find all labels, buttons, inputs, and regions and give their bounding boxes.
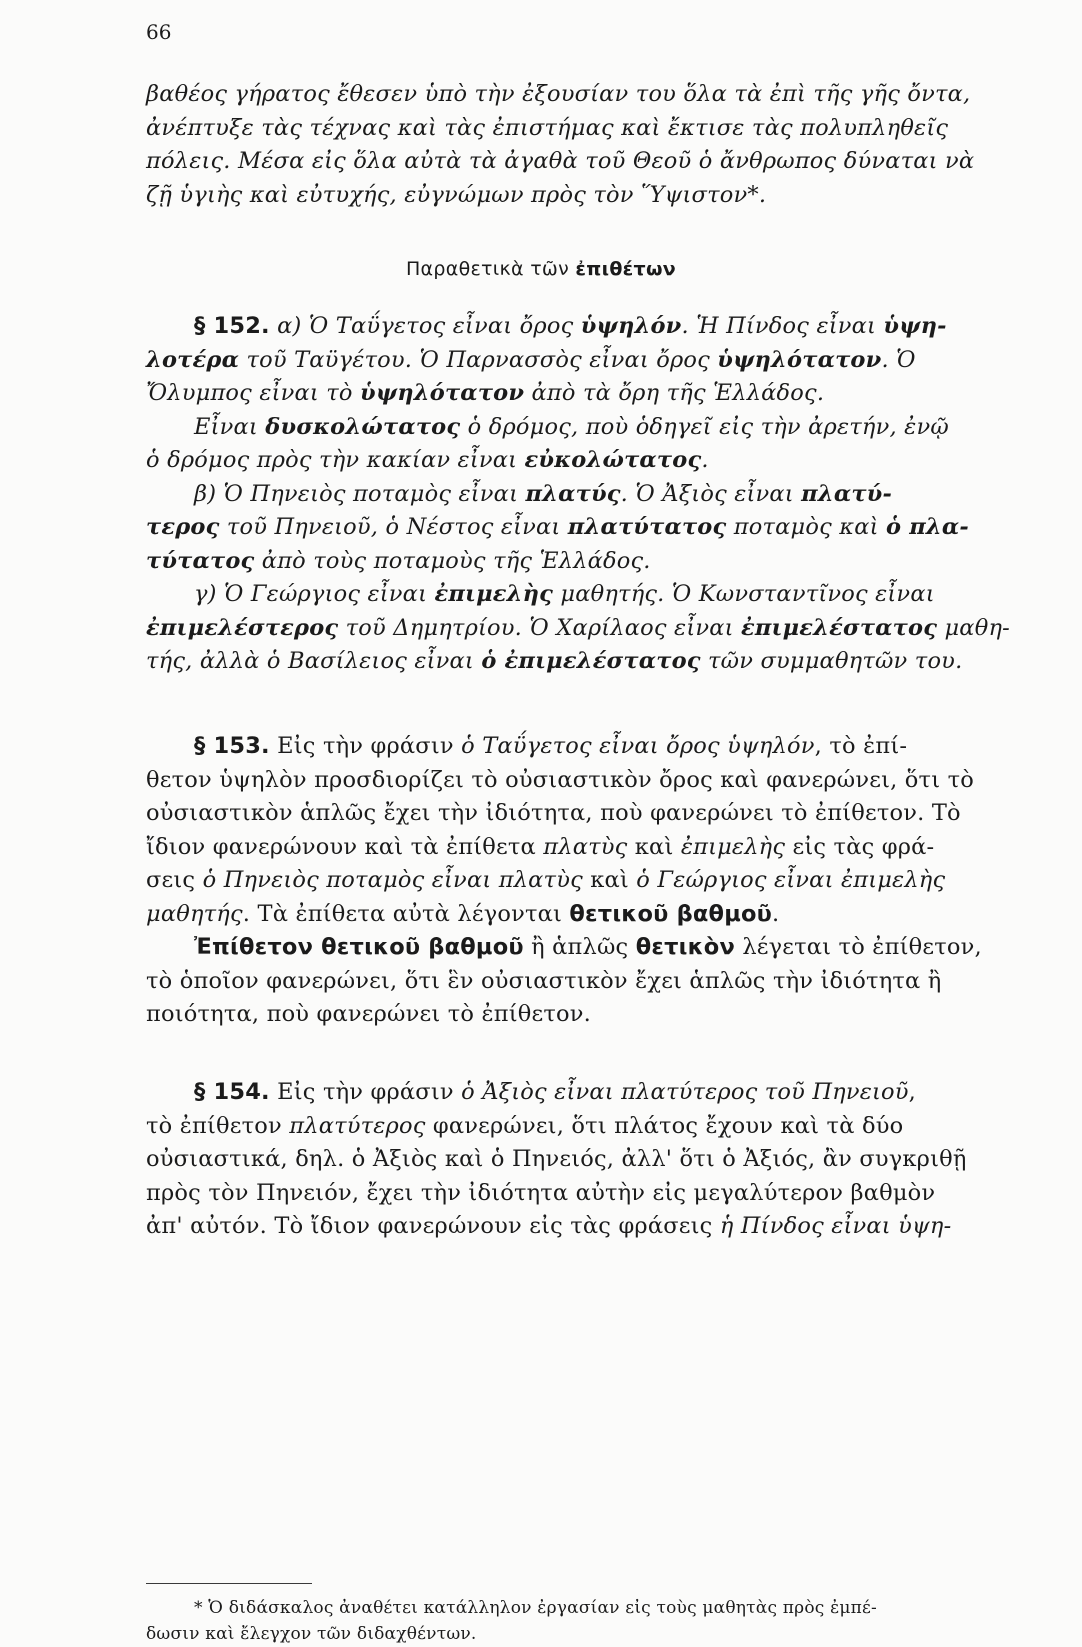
text-line bbox=[146, 310, 992, 344]
bold-term: πλατύτατος bbox=[567, 514, 727, 540]
example-text: ὁ δρόμος πρὸς τὴν κακίαν εἶναι bbox=[146, 447, 525, 473]
section-152 bbox=[146, 310, 1010, 679]
text-line bbox=[146, 612, 1010, 646]
example-text: ἀπὸ τοὺς ποταμοὺς τῆς Ἑλλάδος. bbox=[254, 547, 651, 574]
example-text: ὁ Ταΰγετος εἶναι ὄρος ὑψηλόν bbox=[461, 733, 815, 759]
example-text: . Ὁ Ἀξιὸς εἶναι bbox=[620, 480, 802, 507]
body-text: φανερώνει, ὅτι πλάτος ἔχουν καὶ τὰ δύο bbox=[425, 1112, 904, 1139]
example-text: ὁ δρόμος, ποὺ ὁδηγεῖ εἰς τὴν ἀρετήν, ἐνῷ bbox=[460, 413, 949, 440]
text-line bbox=[146, 898, 992, 932]
body-text: τὸ ἐπίθετον bbox=[146, 1112, 290, 1139]
text-line bbox=[146, 511, 992, 545]
bold-term: τερος bbox=[146, 514, 220, 540]
example-text: ποταμὸς καὶ bbox=[726, 514, 886, 540]
page-number: 66 bbox=[146, 20, 172, 44]
example-text: . Ἡ Πίνδος εἶναι bbox=[681, 313, 884, 339]
bold-term: Ἐπίθετον θετικοῦ βαθμοῦ bbox=[194, 934, 524, 960]
text-line bbox=[146, 730, 992, 764]
bold-term: λοτέρα bbox=[146, 346, 240, 373]
text-line bbox=[146, 1110, 992, 1144]
example-text: ὁ Γεώργιος εἶναι ἐπιμελὴς bbox=[636, 867, 946, 893]
bold-term: θετικοῦ βαθμοῦ bbox=[569, 900, 772, 927]
body-text: ἢ ἁπλῶς bbox=[523, 934, 636, 960]
example-text: ὁ Πηνειὸς ποταμὸς εἶναι πλατὺς bbox=[202, 867, 583, 893]
bold-term: ὑψηλόν bbox=[580, 313, 682, 339]
heading-prefix: Παραθετικὰ τῶν bbox=[405, 258, 576, 280]
body-text: Εἰς τὴν φράσιν bbox=[269, 733, 462, 759]
text-line bbox=[146, 578, 992, 612]
text-line bbox=[146, 377, 992, 411]
section-number: § 153. bbox=[194, 733, 270, 759]
text-line: ποιότητα, ποὺ φανερώνει τὸ ἐπίθετον. bbox=[146, 1001, 591, 1027]
body-text: . bbox=[772, 900, 780, 927]
bold-term: δυσκολώτατος bbox=[265, 413, 461, 440]
body-text: . Τὰ ἐπίθετα αὐτὰ λέγονται bbox=[242, 900, 570, 927]
bold-term: ἐπιμελέστερος bbox=[146, 614, 339, 641]
section-153 bbox=[146, 730, 992, 1032]
footnote bbox=[146, 1595, 992, 1647]
example-text: πλατύτερος bbox=[289, 1112, 426, 1139]
example-text: πλατὺς bbox=[543, 833, 628, 860]
text-line bbox=[146, 864, 992, 898]
body-text: λέγεται τὸ ἐπίθετον, bbox=[734, 934, 982, 960]
example-text: μαθητής. Ὁ Κωνσταντῖνος εἶναι bbox=[553, 581, 935, 607]
example-text: τοῦ Δημητρίου. Ὁ Χαρίλαος εἶναι bbox=[338, 614, 741, 641]
example-text: τῶν συμμαθητῶν του. bbox=[700, 648, 963, 674]
text-line bbox=[146, 931, 992, 965]
text-line bbox=[146, 411, 992, 445]
text-line bbox=[146, 478, 992, 512]
bold-term: ὑψη- bbox=[883, 313, 947, 339]
text-line bbox=[146, 444, 992, 478]
body-text: ἴδιον φανερώνουν καὶ τὰ ἐπίθετα bbox=[146, 833, 544, 860]
footnote-divider bbox=[146, 1583, 312, 1584]
text-line bbox=[146, 344, 992, 378]
example-text: τοῦ Ταϋγέτου. Ὁ Παρνασσὸς εἶναι ὄρος bbox=[239, 346, 718, 373]
example-text: τής, ἀλλὰ ὁ Βασίλειος εἶναι bbox=[146, 648, 482, 674]
body-text: , τὸ ἐπί- bbox=[814, 733, 908, 759]
bold-term: πλατύ- bbox=[801, 480, 893, 507]
text-line: οὐσιαστικὸν ἁπλῶς ἔχει τὴν ἰδιότητα, ποὺ φανερώνει τὸ ἐπίθετον. Τὸ bbox=[146, 800, 961, 826]
text-line: βαθέος γήρατος ἔθεσεν ὑπὸ τὴν ἐξουσίαν του ὅλα τὰ ἐπὶ τῆς γῆς ὄντα, bbox=[146, 81, 971, 107]
footnote-line: * Ὁ διδάσκαλος ἀναθέτει κατάλληλον ἐργασίαν εἰς τοὺς μαθητὰς πρὸς ἐμπέ- bbox=[194, 1598, 877, 1618]
text-line: τὸ ὁποῖον φανερώνει, ὅτι ἓν οὐσιαστικὸν ἔχει ἁπλῶς τὴν ἰδιότητα ἢ bbox=[146, 967, 942, 994]
bold-term: ὁ ἐπιμελέστατος bbox=[481, 648, 701, 674]
text-line bbox=[146, 545, 992, 579]
text-line bbox=[146, 645, 992, 679]
text-line: θετον ὑψηλὸν προσδιορίζει τὸ οὐσιαστικὸν ὄρος καὶ φανερώνει, ὅτι τὸ bbox=[146, 766, 974, 793]
example-text: μαθη- bbox=[937, 614, 1010, 641]
text-line: πρὸς τὸν Πηνειόν, ἔχει τὴν ἰδιότητα αὐτὴν εἰς μεγαλύτερον βαθμὸν bbox=[146, 1179, 936, 1206]
example-text: . bbox=[701, 447, 709, 473]
bold-term: τύτατος bbox=[146, 547, 255, 574]
body-text: , bbox=[908, 1079, 917, 1105]
text-line: πόλεις. Μέσα εἰς ὅλα αὐτὰ τὰ ἀγαθὰ τοῦ Θεοῦ ὁ ἄνθρωπος δύναται νὰ bbox=[146, 148, 975, 174]
footnote-line: δωσιν καὶ ἔλεγχον τῶν διδαχθέντων. bbox=[146, 1624, 477, 1644]
example-text: Εἶναι bbox=[194, 413, 266, 440]
text-line bbox=[146, 1210, 992, 1244]
example-text: ἐπιμελὴς bbox=[680, 833, 786, 860]
section-154 bbox=[146, 1076, 992, 1244]
text-line: οὐσιαστικά, δηλ. ὁ Ἀξιὸς καὶ ὁ Πηνειός, ἀλλ' ὅτι ὁ Ἀξιός, ἂν συγκριθῇ bbox=[146, 1146, 967, 1172]
heading-bold: ἐπιθέτων bbox=[575, 258, 677, 280]
example-text: τοῦ Πηνειοῦ, ὁ Νέστος εἶναι bbox=[219, 514, 568, 540]
body-text: καὶ bbox=[582, 867, 637, 893]
example-text: ἡ Πίνδος εἶναι ὑψη- bbox=[719, 1213, 952, 1239]
example-text: μαθητής bbox=[146, 900, 243, 927]
example-text: Ὄλυμπος εἶναι τὸ bbox=[146, 380, 361, 406]
example-text: β) Ὁ Πηνειὸς ποταμὸς εἶναι bbox=[194, 480, 526, 507]
bold-term: ἐπιμελέστατος bbox=[741, 614, 938, 641]
intro-paragraph bbox=[146, 78, 992, 212]
text-line bbox=[146, 831, 992, 865]
example-text: . Ὁ bbox=[881, 346, 916, 373]
text-line bbox=[146, 1076, 992, 1110]
bold-term: ὁ πλα- bbox=[886, 514, 969, 540]
text-line: ζῇ ὑγιὴς καὶ εὐτυχής, εὐγνώμων πρὸς τὸν Ὕψιστον*. bbox=[146, 181, 767, 208]
example-text: ὁ Ἀξιὸς εἶναι πλατύτερος τοῦ Πηνειοῦ bbox=[461, 1079, 909, 1105]
body-text: σεις bbox=[146, 867, 203, 893]
bold-term: πλατύς bbox=[525, 480, 621, 507]
bold-term: εὐκολώτατος bbox=[524, 447, 702, 473]
text-line: ἀνέπτυξε τὰς τέχνας καὶ τὰς ἐπιστήμας καὶ ἔκτισε τὰς πολυπληθεῖς bbox=[146, 114, 949, 141]
section-number: § 154. bbox=[194, 1079, 270, 1105]
body-text: εἰς τὰς φρά- bbox=[785, 833, 935, 860]
body-text: ἀπ' αὐτόν. Τὸ ἴδιον φανερώνουν εἰς τὰς φράσεις bbox=[146, 1213, 720, 1239]
bold-term: ὑψηλότατον bbox=[360, 380, 525, 406]
bold-term: ἐπιμελὴς bbox=[434, 581, 554, 607]
example-text: ἀπὸ τὰ ὄρη τῆς Ἑλλάδος. bbox=[524, 380, 825, 406]
body-text: καὶ bbox=[627, 833, 681, 860]
example-text: α) Ὁ Ταΰγετος εἶναι ὄρος bbox=[269, 313, 581, 339]
bold-term: ὑψηλότατον bbox=[717, 346, 882, 373]
example-text: γ) Ὁ Γεώργιος εἶναι bbox=[194, 581, 435, 607]
section-heading bbox=[0, 258, 1082, 280]
body-text: Εἰς τὴν φράσιν bbox=[269, 1079, 462, 1105]
bold-term: θετικὸν bbox=[635, 934, 735, 960]
section-number: § 152. bbox=[194, 313, 270, 339]
